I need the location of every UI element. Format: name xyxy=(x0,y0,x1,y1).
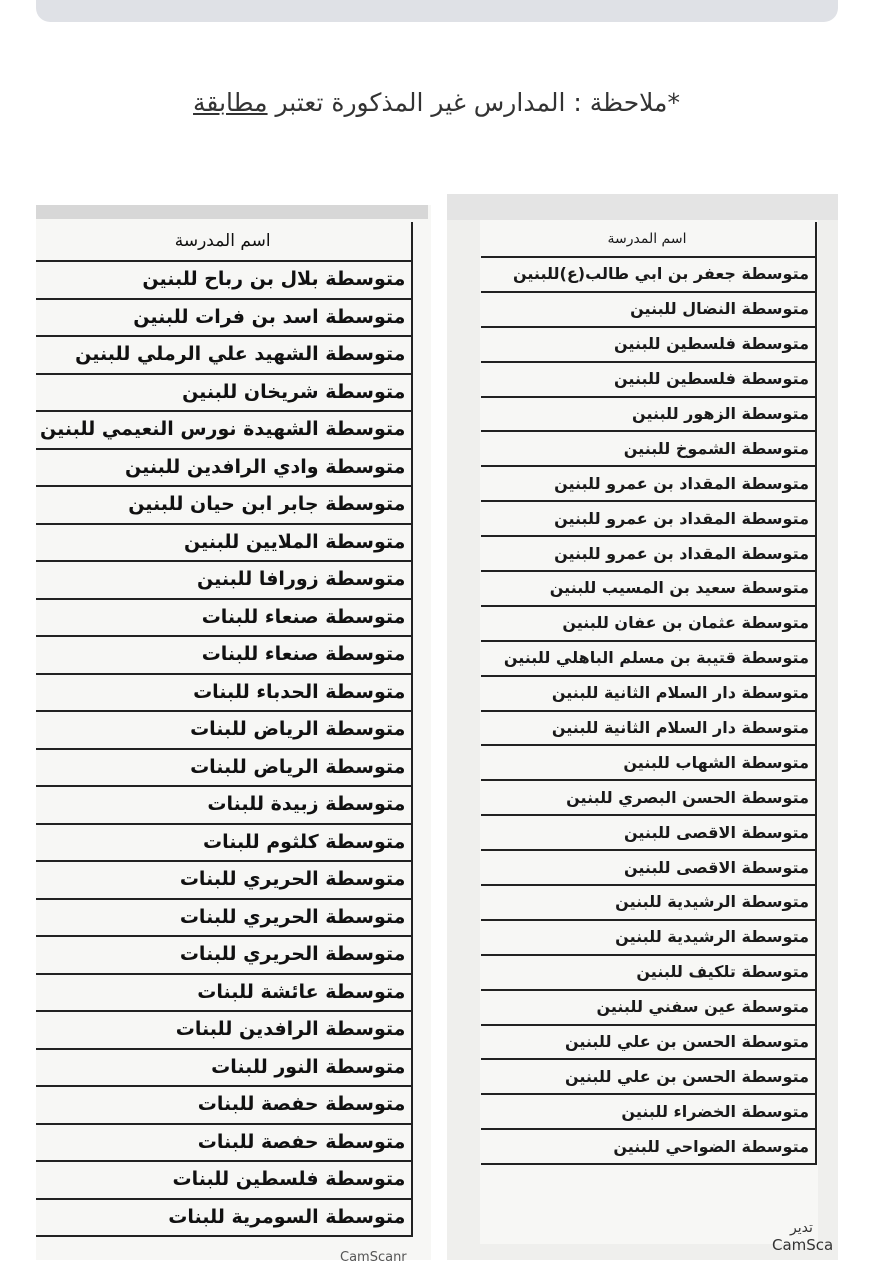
school-name-cell: متوسطة دار السلام الثانية للبنين xyxy=(481,676,816,711)
table-row xyxy=(36,786,412,824)
table-row xyxy=(36,1086,412,1124)
school-name-cell: متوسطة الحدباء للبنات xyxy=(36,674,412,712)
table-row xyxy=(481,536,816,571)
school-name-cell: متوسطة صنعاء للبنات xyxy=(36,599,412,637)
table-row xyxy=(36,1124,412,1162)
table-row xyxy=(36,411,412,449)
school-name-cell: متوسطة بلال بن رباح للبنين xyxy=(36,261,412,299)
school-name-cell: متوسطة سعيد بن المسيب للبنين xyxy=(481,571,816,606)
table-row xyxy=(481,606,816,641)
table-row xyxy=(36,261,412,299)
table-row xyxy=(36,749,412,787)
school-name-cell: متوسطة فلسطين للبنين xyxy=(481,327,816,362)
table-row xyxy=(481,676,816,711)
left-schools-table xyxy=(36,222,413,1237)
table-row xyxy=(36,336,412,374)
table-row xyxy=(36,861,412,899)
school-name-cell: متوسطة النور للبنات xyxy=(36,1049,412,1087)
table-row xyxy=(36,674,412,712)
school-name-cell: متوسطة الضواحي للبنين xyxy=(481,1129,816,1164)
table-row xyxy=(481,885,816,920)
camscanner-watermark-left: CamScanr xyxy=(340,1250,407,1265)
table-row xyxy=(481,990,816,1025)
table-row xyxy=(36,1161,412,1199)
school-name-cell: متوسطة الحسن بن علي للبنين xyxy=(481,1025,816,1060)
school-name-cell: متوسطة وادي الرافدين للبنين xyxy=(36,449,412,487)
table-row xyxy=(481,1129,816,1164)
table-row xyxy=(36,936,412,974)
table-row xyxy=(481,362,816,397)
table-row xyxy=(481,780,816,815)
school-name-cell: متوسطة تلكيف للبنين xyxy=(481,955,816,990)
table-row xyxy=(481,397,816,432)
school-name-cell: متوسطة شريخان للبنين xyxy=(36,374,412,412)
left-photo-top-strip xyxy=(36,205,428,219)
table-row xyxy=(36,711,412,749)
school-name-cell: متوسطة عائشة للبنات xyxy=(36,974,412,1012)
table-row xyxy=(36,299,412,337)
watermark-text-right-top: تدير xyxy=(790,1220,813,1236)
school-name-cell: متوسطة حفصة للبنات xyxy=(36,1086,412,1124)
table-row xyxy=(36,1011,412,1049)
camscanner-watermark-right: CamSca xyxy=(772,1236,834,1254)
school-name-cell: متوسطة الملايين للبنين xyxy=(36,524,412,562)
school-name-cell: متوسطة زبيدة للبنات xyxy=(36,786,412,824)
table-row xyxy=(481,257,816,292)
school-name-cell: متوسطة عثمان بن عفان للبنين xyxy=(481,606,816,641)
school-name-cell: متوسطة الرافدين للبنات xyxy=(36,1011,412,1049)
school-name-cell: متوسطة الرياض للبنات xyxy=(36,749,412,787)
table-row xyxy=(36,449,412,487)
table-header-row xyxy=(481,222,816,257)
school-name-cell: متوسطة جابر ابن حيان للبنين xyxy=(36,486,412,524)
column-header-school-name: اسم المدرسة xyxy=(481,222,816,257)
table-row xyxy=(36,486,412,524)
table-row xyxy=(481,292,816,327)
right-schools-table xyxy=(481,222,817,1165)
table-row xyxy=(36,374,412,412)
school-name-cell: متوسطة الرشيدية للبنين xyxy=(481,920,816,955)
school-name-cell: متوسطة عين سفني للبنين xyxy=(481,990,816,1025)
school-name-cell: متوسطة حفصة للبنات xyxy=(36,1124,412,1162)
school-name-cell: متوسطة الاقصى للبنين xyxy=(481,815,816,850)
school-name-cell: متوسطة المقداد بن عمرو للبنين xyxy=(481,536,816,571)
school-name-cell: متوسطة اسد بن فرات للبنين xyxy=(36,299,412,337)
school-name-cell: متوسطة الحسن بن علي للبنين xyxy=(481,1059,816,1094)
table-row xyxy=(481,571,816,606)
school-name-cell: متوسطة المقداد بن عمرو للبنين xyxy=(481,466,816,501)
school-name-cell: متوسطة الرشيدية للبنين xyxy=(481,885,816,920)
school-name-cell: متوسطة قتيبة بن مسلم الباهلي للبنين xyxy=(481,641,816,676)
table-row xyxy=(36,599,412,637)
table-row xyxy=(36,899,412,937)
table-header-row xyxy=(36,222,412,261)
school-name-cell: متوسطة دار السلام الثانية للبنين xyxy=(481,711,816,746)
note-text xyxy=(0,88,873,117)
table-row xyxy=(481,920,816,955)
school-name-cell: متوسطة الخضراء للبنين xyxy=(481,1094,816,1129)
table-row xyxy=(481,850,816,885)
school-name-cell: متوسطة الشهاب للبنين xyxy=(481,745,816,780)
school-name-cell: متوسطة كلثوم للبنات xyxy=(36,824,412,862)
table-row xyxy=(481,641,816,676)
column-header-school-name: اسم المدرسة xyxy=(36,222,412,261)
table-row xyxy=(481,1059,816,1094)
table-row xyxy=(36,824,412,862)
table-row xyxy=(481,745,816,780)
table-row xyxy=(36,974,412,1012)
school-name-cell: متوسطة الحريري للبنات xyxy=(36,936,412,974)
table-row xyxy=(481,501,816,536)
note-prefix: *ملاحظة : المدارس غير المذكورة تعتبر xyxy=(267,88,680,117)
table-row xyxy=(36,1049,412,1087)
school-name-cell: متوسطة النضال للبنين xyxy=(481,292,816,327)
school-name-cell: متوسطة الحسن البصري للبنين xyxy=(481,780,816,815)
school-name-cell: متوسطة المقداد بن عمرو للبنين xyxy=(481,501,816,536)
school-name-cell: متوسطة فلسطين للبنات xyxy=(36,1161,412,1199)
school-name-cell: متوسطة الشموخ للبنين xyxy=(481,431,816,466)
school-name-cell: متوسطة الشهيد علي الرملي للبنين xyxy=(36,336,412,374)
table-row xyxy=(36,524,412,562)
school-name-cell: متوسطة الشهيدة نورس النعيمي للبنين xyxy=(36,411,412,449)
table-row xyxy=(481,431,816,466)
table-row xyxy=(481,327,816,362)
table-row xyxy=(481,1025,816,1060)
table-row xyxy=(481,815,816,850)
right-photo-top-strip xyxy=(447,194,838,220)
table-row xyxy=(36,561,412,599)
school-name-cell: متوسطة جعفر بن ابي طالب(ع)للبنين xyxy=(481,257,816,292)
school-name-cell: متوسطة فلسطين للبنين xyxy=(481,362,816,397)
school-name-cell: متوسطة صنعاء للبنات xyxy=(36,636,412,674)
school-name-cell: متوسطة الزهور للبنين xyxy=(481,397,816,432)
table-row xyxy=(481,711,816,746)
table-row xyxy=(36,1199,412,1237)
school-name-cell: متوسطة زورافا للبنين xyxy=(36,561,412,599)
school-name-cell: متوسطة السومرية للبنات xyxy=(36,1199,412,1237)
school-name-cell: متوسطة الرياض للبنات xyxy=(36,711,412,749)
school-name-cell: متوسطة الحريري للبنات xyxy=(36,861,412,899)
school-name-cell: متوسطة الاقصى للبنين xyxy=(481,850,816,885)
note-underlined-word: مطابقة xyxy=(193,88,268,117)
table-row xyxy=(481,955,816,990)
table-row xyxy=(36,636,412,674)
table-row xyxy=(481,1094,816,1129)
top-card-edge xyxy=(36,0,838,22)
table-row xyxy=(481,466,816,501)
school-name-cell: متوسطة الحريري للبنات xyxy=(36,899,412,937)
